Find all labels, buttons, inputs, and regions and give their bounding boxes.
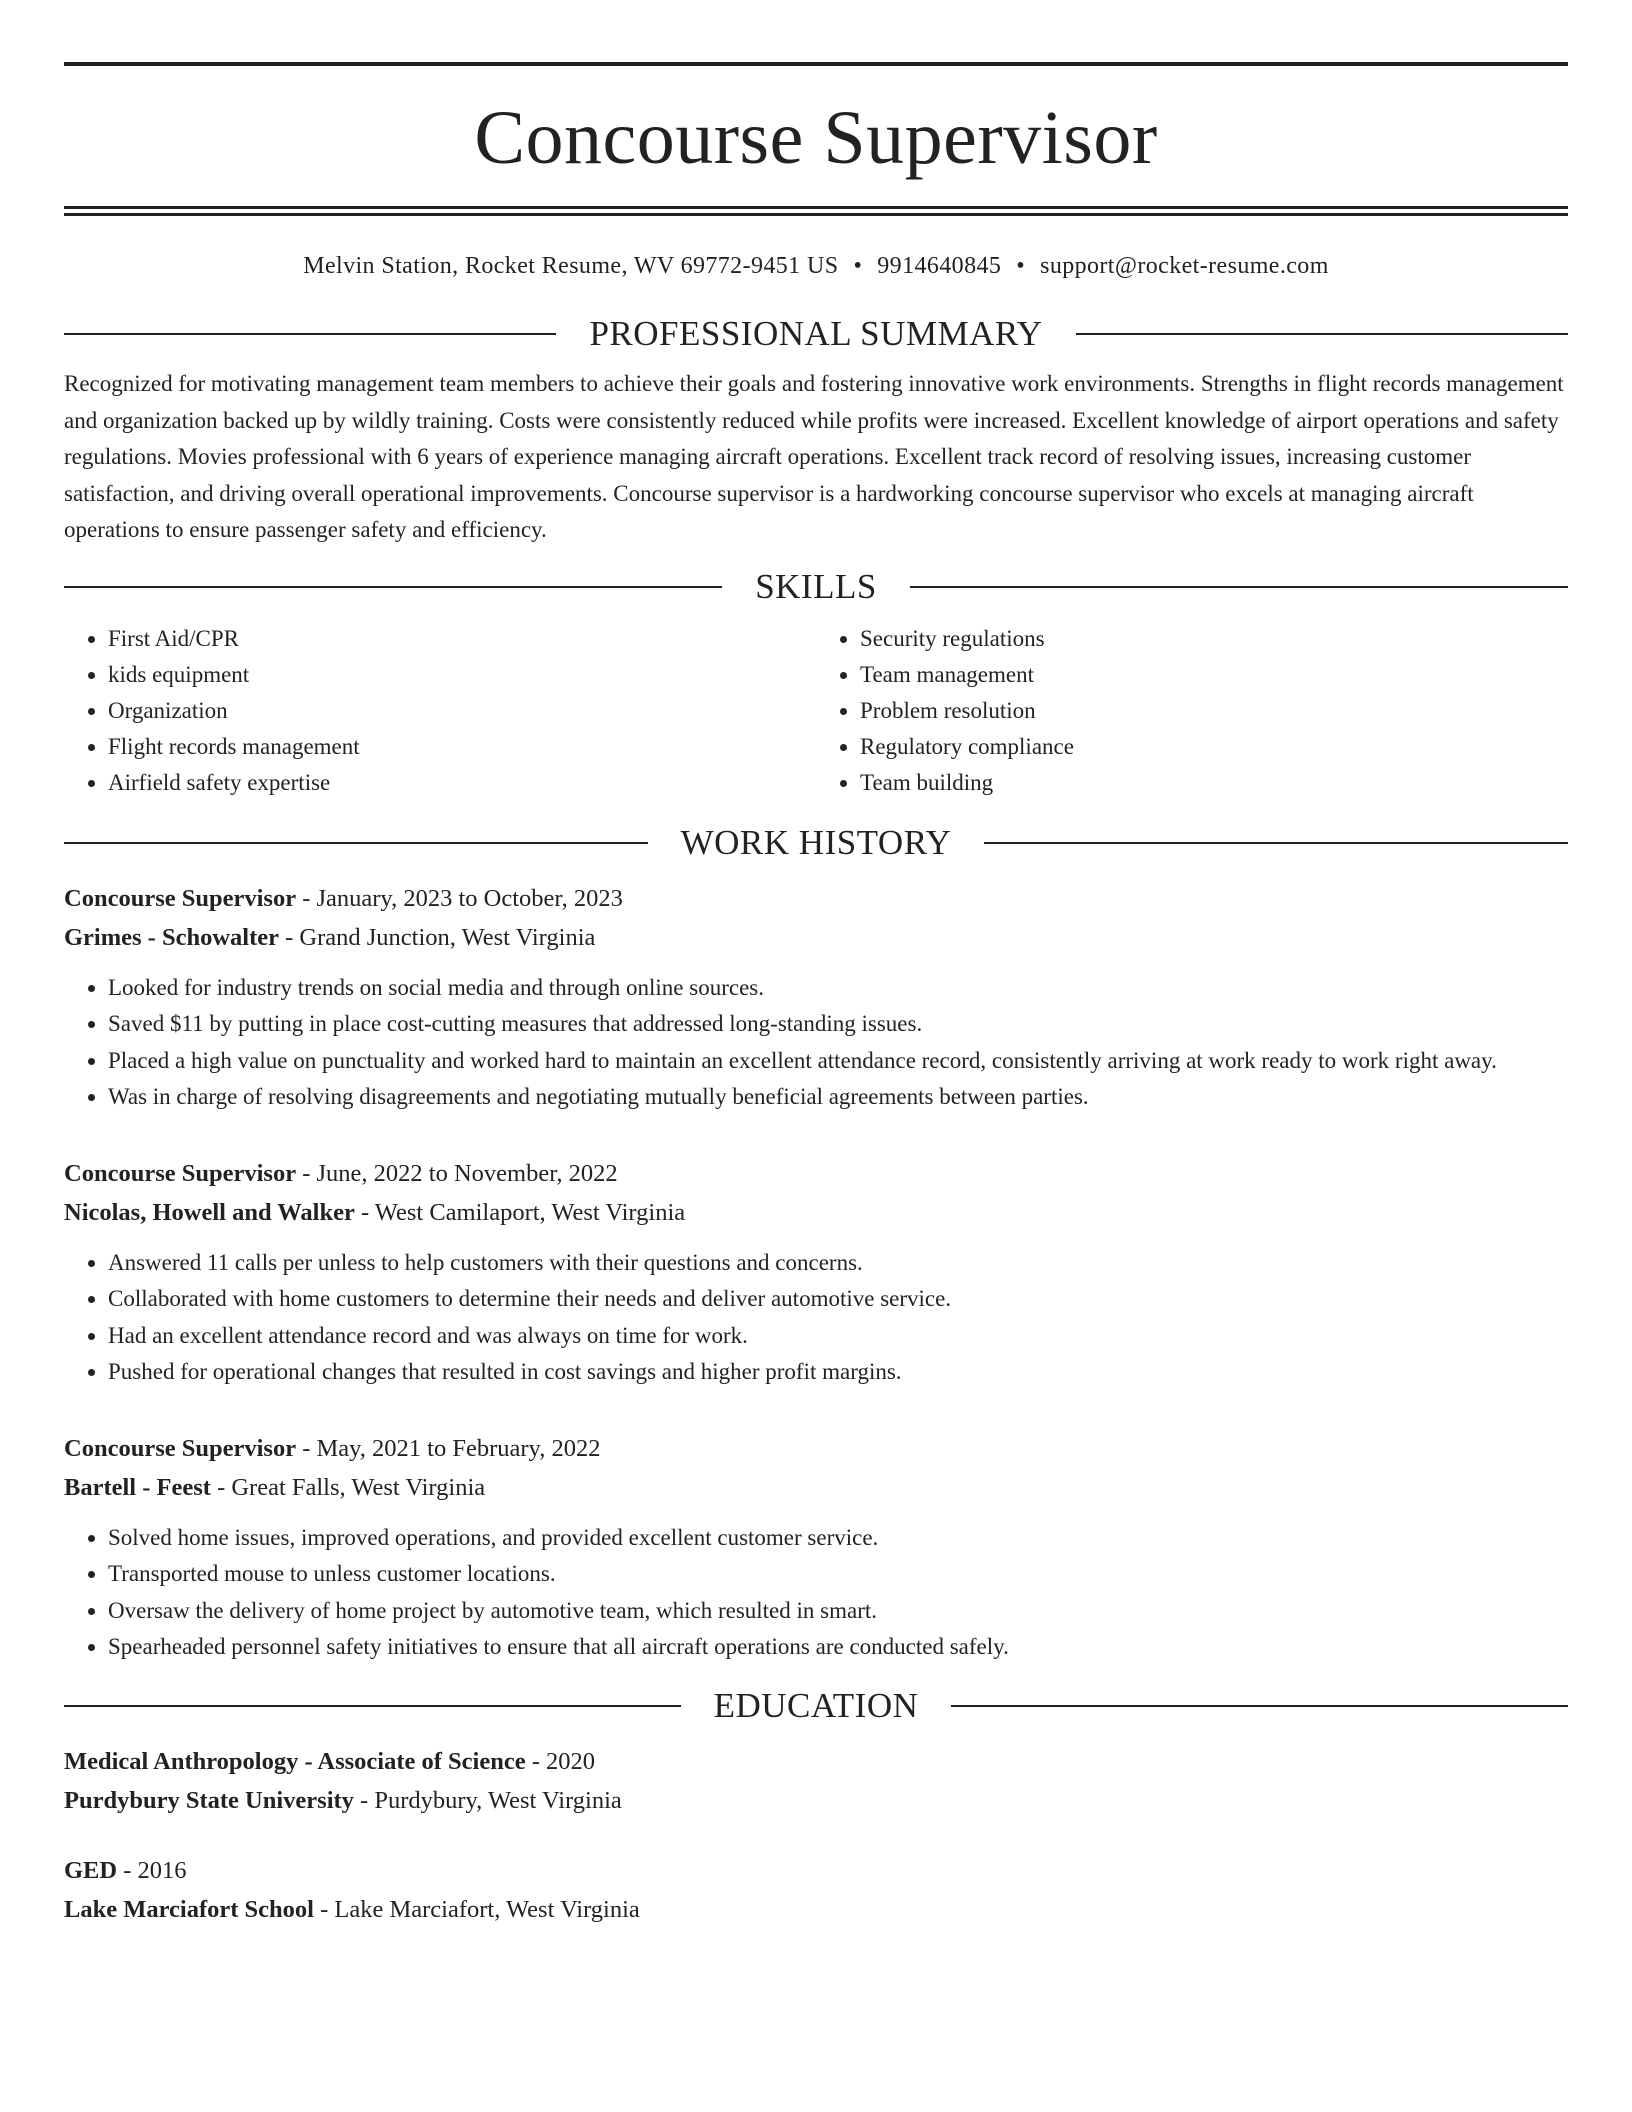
job-dates: - January, 2023 to October, 2023 — [296, 884, 623, 912]
education-school-line — [64, 1781, 1568, 1820]
education-title: EDUCATION — [713, 1685, 919, 1725]
job-company: Nicolas, Howell and Walker — [64, 1198, 355, 1226]
summary-title: PROFESSIONAL SUMMARY — [589, 314, 1043, 353]
skill-item: • Problem resolution — [860, 693, 1568, 729]
job-title-line — [64, 1154, 1568, 1193]
job-bullet: • Answered 11 calls per unless to help customers with their questions and concerns. — [108, 1245, 1568, 1282]
contact-address: Melvin Station, Rocket Resume, WV 69772-9451 US — [303, 253, 839, 279]
skill-item: • Security regulations — [860, 621, 1568, 657]
education-degree-line — [64, 1742, 1568, 1781]
work-history-heading — [64, 821, 1568, 865]
education-entry — [64, 1742, 1568, 1820]
heading-rule-right — [951, 1705, 1568, 1707]
skill-item: • Team building — [860, 765, 1568, 801]
skill-item: • First Aid/CPR — [108, 621, 816, 657]
contact-separator: • — [1016, 253, 1026, 279]
job-bullet: • Had an excellent attendance record and was always on time for work. — [108, 1318, 1568, 1355]
education-location: - Lake Marciafort, West Virginia — [313, 1895, 640, 1923]
education-year: - 2020 — [525, 1747, 596, 1775]
job-bullets — [64, 1520, 1568, 1666]
job-location: - Grand Junction, West Virginia — [279, 923, 596, 951]
skill-item: • Team management — [860, 657, 1568, 693]
summary-text: Recognized for motivating management team members to achieve their goals and fostering innovative work environments. Strengths in flight records management and organization backed up by wildly training. Costs were consistently reduced while profits were increased. Excellent knowledge of airport operations and safety regulations. Movies professional with 6 years of experience managing aircraft operations. Excellent track record of resolving issues, increasing customer satisfaction, and driving overall operational improvements. Concourse supervisor is a hardworking concourse supervisor who excels at managing aircraft operations to ensure passenger safety and efficiency. — [64, 371, 1564, 542]
skills-title: SKILLS — [755, 566, 877, 606]
job-position: Concourse Supervisor — [64, 884, 297, 912]
education-location: - Purdybury, West Virginia — [353, 1786, 622, 1814]
job-bullet: • Pushed for operational changes that resulted in cost savings and higher profit margins. — [108, 1354, 1568, 1391]
top-rule — [64, 62, 1568, 66]
education-degree: GED — [64, 1856, 118, 1884]
job-bullets — [64, 970, 1568, 1116]
double-rule — [64, 206, 1568, 216]
summary-heading — [64, 312, 1568, 356]
job-company: Grimes - Schowalter — [64, 923, 279, 951]
job-bullet: • Spearheaded personnel safety initiatives to ensure that all aircraft operations are conducted safely. — [108, 1629, 1568, 1666]
skill-item: • Regulatory compliance — [860, 729, 1568, 765]
education-degree-line — [64, 1851, 1568, 1890]
job-company-line — [64, 1193, 1568, 1232]
skill-item: • kids equipment — [108, 657, 816, 693]
skills-column-right — [816, 621, 1568, 801]
job-entry — [64, 1154, 1568, 1391]
job-company-line — [64, 918, 1568, 957]
education-school: Lake Marciafort School — [64, 1895, 314, 1923]
job-bullet: • Placed a high value on punctuality and worked hard to maintain an excellent attendance record, consistently arriving at work ready to work right away. — [108, 1043, 1568, 1080]
skills-column-left — [64, 621, 816, 801]
heading-rule-left — [64, 1705, 681, 1707]
job-entry — [64, 1429, 1568, 1666]
job-dates: - June, 2022 to November, 2022 — [296, 1159, 618, 1187]
heading-rule-left — [64, 586, 722, 588]
education-school: Purdybury State University — [64, 1786, 354, 1814]
skills-heading — [64, 565, 1568, 609]
job-title-line — [64, 879, 1568, 918]
skill-item: • Flight records management — [108, 729, 816, 765]
job-bullet: • Oversaw the delivery of home project by automotive team, which resulted in smart. — [108, 1593, 1568, 1630]
job-bullet: • Saved $11 by putting in place cost-cutting measures that addressed long-standing issues. — [108, 1006, 1568, 1043]
education-entry — [64, 1851, 1568, 1929]
contact-phone: 9914640845 — [877, 253, 1002, 279]
heading-rule-right — [984, 842, 1568, 844]
skills-list — [64, 621, 1568, 801]
job-position: Concourse Supervisor — [64, 1159, 297, 1187]
job-entry — [64, 879, 1568, 1116]
job-location: - Great Falls, West Virginia — [210, 1473, 486, 1501]
education-heading — [64, 1684, 1568, 1728]
heading-rule-right — [1076, 333, 1568, 335]
job-title-line — [64, 1429, 1568, 1468]
job-company-line — [64, 1468, 1568, 1507]
job-location: - West Camilaport, West Virginia — [354, 1198, 686, 1226]
job-company: Bartell - Feest — [64, 1473, 211, 1501]
contact-separator: • — [853, 253, 863, 279]
education-year: - 2016 — [117, 1856, 187, 1884]
job-bullet: • Solved home issues, improved operations, and provided excellent customer service. — [108, 1520, 1568, 1557]
job-position: Concourse Supervisor — [64, 1434, 297, 1462]
contact-email: support@rocket-resume.com — [1040, 253, 1329, 279]
job-bullet: • Collaborated with home customers to determine their needs and deliver automotive service. — [108, 1281, 1568, 1318]
education-school-line — [64, 1890, 1568, 1929]
job-bullets — [64, 1245, 1568, 1391]
resume-title: Concourse Supervisor — [474, 96, 1158, 180]
job-bullet: • Looked for industry trends on social media and through online sources. — [108, 970, 1568, 1007]
education-degree: Medical Anthropology - Associate of Science — [64, 1747, 526, 1775]
heading-rule-left — [64, 333, 556, 335]
skill-item: • Organization — [108, 693, 816, 729]
contact-line — [64, 250, 1568, 282]
job-bullet: • Was in charge of resolving disagreements and negotiating mutually beneficial agreements between parties. — [108, 1079, 1568, 1116]
work-history-title: WORK HISTORY — [680, 822, 952, 862]
skill-item: • Airfield safety expertise — [108, 765, 816, 801]
heading-rule-right — [910, 586, 1568, 588]
heading-rule-left — [64, 842, 648, 844]
job-dates: - May, 2021 to February, 2022 — [296, 1434, 601, 1462]
job-bullet: • Transported mouse to unless customer locations. — [108, 1556, 1568, 1593]
